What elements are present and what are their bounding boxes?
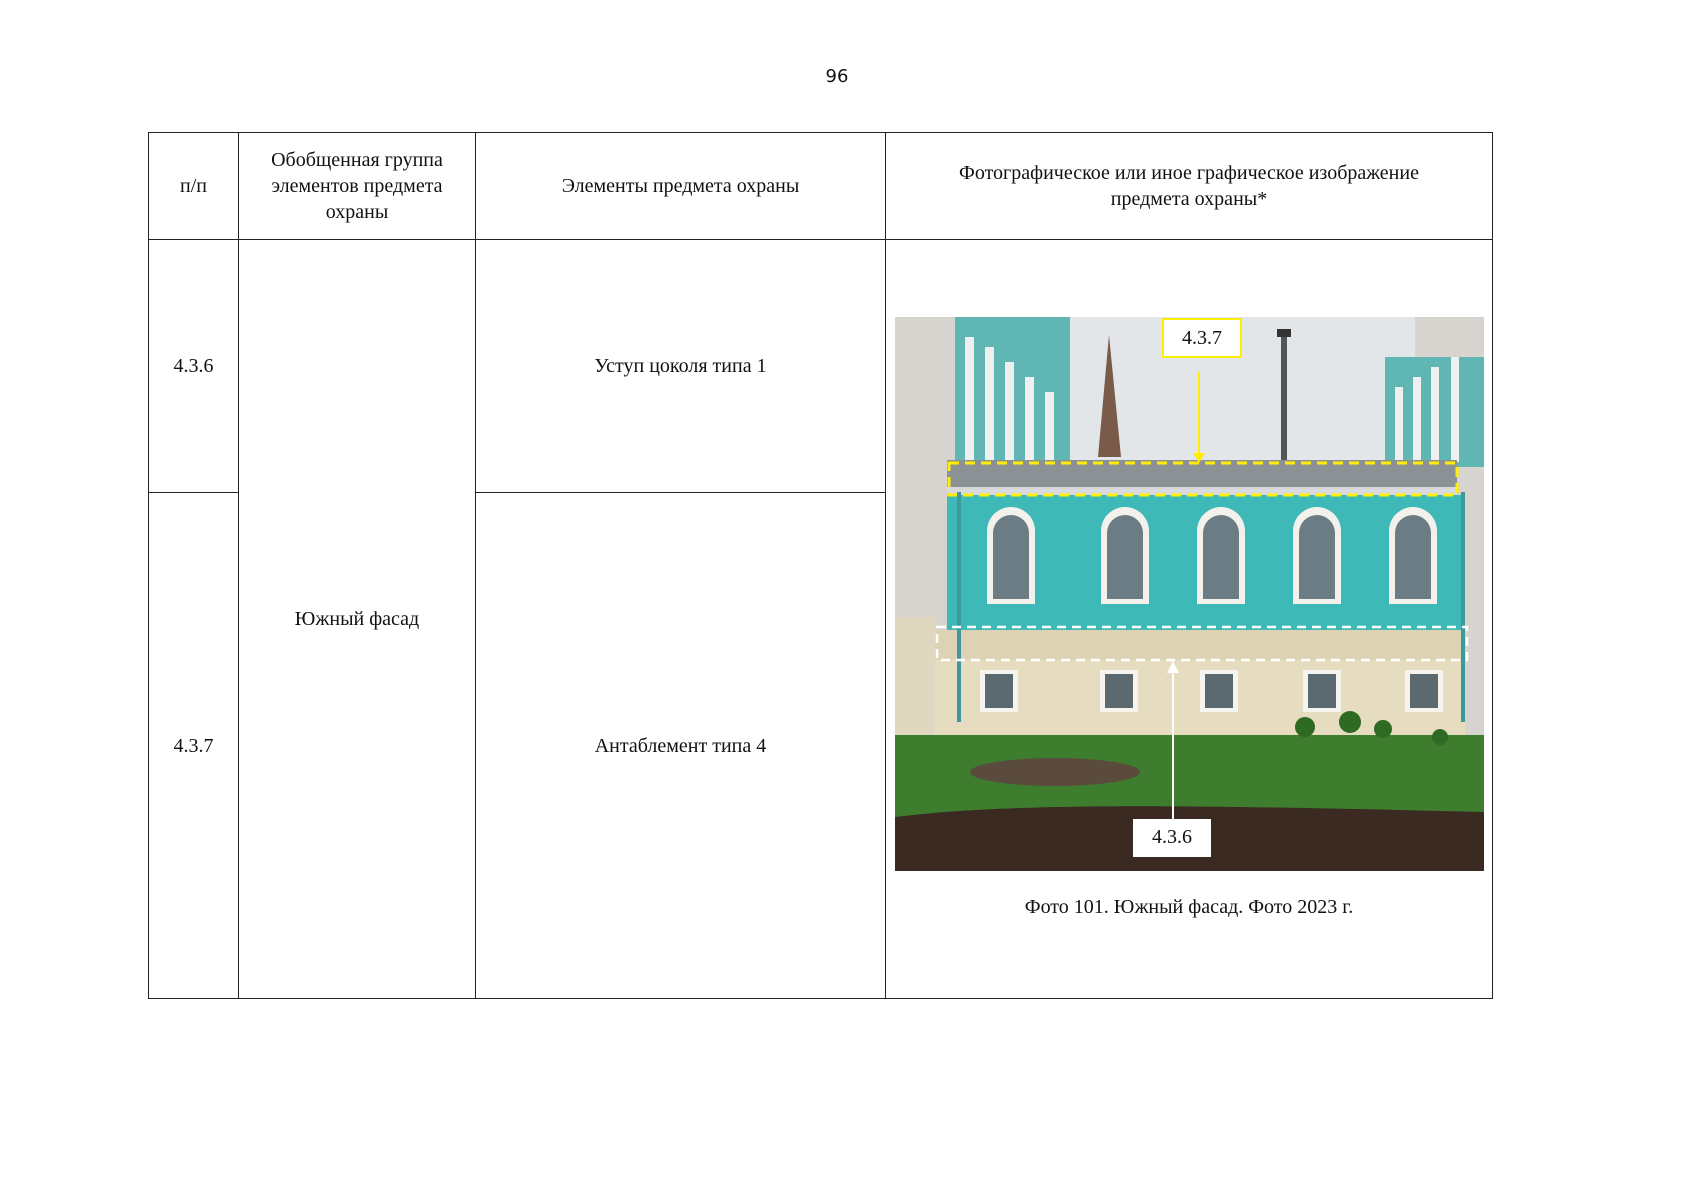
downpipe-left — [957, 492, 961, 722]
group-cell: Южный фасад — [239, 240, 476, 999]
header-element: Элементы предмета охраны — [476, 133, 886, 240]
downpipe-right — [1461, 492, 1465, 722]
header-image — [886, 133, 1493, 240]
header-num: п/п — [149, 133, 239, 240]
photo-caption: Фото 101. Южный фасад. Фото 2023 г. — [1024, 896, 1354, 918]
photo-cell — [886, 240, 1493, 999]
chimney — [1281, 333, 1287, 463]
row-element: Уступ цоколя типа 1 — [476, 240, 886, 493]
flower-bed — [970, 758, 1140, 786]
chimney-cap — [1277, 329, 1291, 337]
header-image-text: Фотографическое или иное графическое изображение предмета охраны* — [959, 162, 1419, 210]
table-header-row — [149, 133, 1493, 240]
header-group-text: Обобщенная группа элементов предмета охраны — [271, 149, 443, 223]
page-number: 96 — [825, 66, 849, 87]
header-group — [239, 133, 476, 240]
facade-photo — [895, 317, 1484, 871]
plinth-left-tower — [895, 617, 935, 747]
facade-photo-drawing — [895, 317, 1484, 871]
table-row — [149, 240, 1493, 493]
plinth-ledge — [935, 630, 1465, 660]
row-num: 4.3.6 — [149, 240, 239, 493]
row-num: 4.3.7 — [149, 493, 239, 999]
protection-table — [148, 132, 1493, 999]
row-element: Антаблемент типа 4 — [476, 493, 886, 999]
callout-436: 4.3.6 — [1133, 819, 1211, 857]
entablature — [947, 460, 1457, 490]
callout-437: 4.3.7 — [1162, 318, 1242, 358]
